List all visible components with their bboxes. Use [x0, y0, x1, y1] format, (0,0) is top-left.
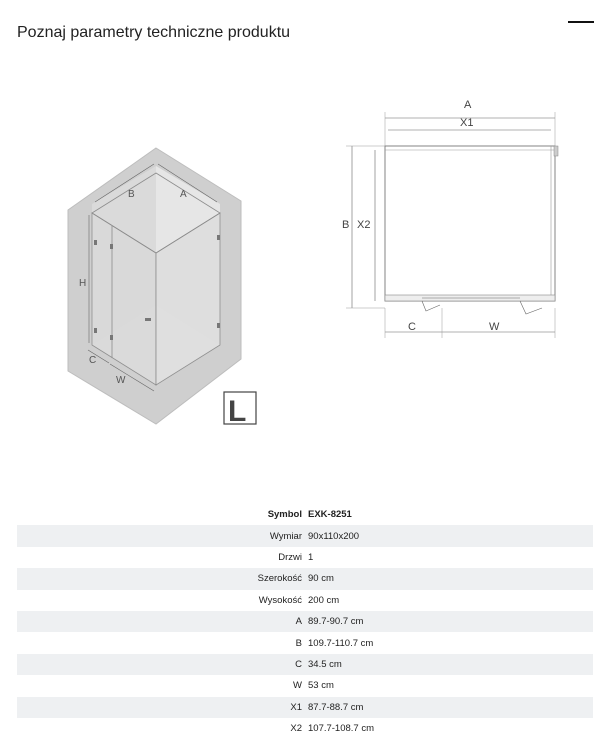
table-row — [17, 718, 593, 739]
plan-label-w: W — [489, 321, 500, 333]
spec-value: 34.5 cm — [305, 654, 593, 675]
table-row — [17, 675, 593, 696]
table-row — [17, 611, 593, 632]
spec-value: 89.7-90.7 cm — [305, 611, 593, 632]
spec-key: Wysokość — [258, 594, 302, 606]
page-title: Poznaj parametry techniczne produktu — [17, 24, 291, 41]
plan-label-c: C — [408, 321, 416, 333]
shower-plan-drawing — [330, 90, 570, 350]
spec-key: X1 — [17, 697, 305, 718]
iso-label-a: A — [180, 189, 187, 200]
iso-label-w: W — [116, 375, 126, 386]
spec-key: X2 — [290, 723, 302, 735]
table-row — [17, 547, 593, 568]
plan-label-x2: X2 — [357, 219, 371, 231]
table-row — [17, 632, 593, 653]
spec-value: 200 cm — [308, 594, 340, 606]
spec-value: 53 cm — [308, 680, 334, 692]
table-row — [17, 697, 593, 718]
shower-isometric-drawing — [60, 140, 260, 425]
spec-key: W — [293, 680, 302, 692]
spec-key: Szerokość — [17, 568, 305, 589]
spec-value: 109.7-110.7 cm — [308, 637, 374, 649]
menu-icon[interactable] — [568, 21, 594, 23]
spec-value: 90x110x200 — [305, 525, 593, 546]
table-row — [17, 525, 593, 546]
spec-key: B — [295, 637, 302, 649]
iso-label-b: B — [128, 189, 135, 200]
spec-value: 87.7-88.7 cm — [305, 697, 593, 718]
table-row — [17, 590, 593, 611]
spec-key: Symbol — [267, 509, 302, 521]
spec-key: Wymiar — [17, 525, 305, 546]
table-row — [17, 504, 593, 525]
iso-label-h: H — [79, 278, 87, 289]
left-orientation-badge: L — [228, 395, 247, 425]
spec-key: C — [17, 654, 305, 675]
iso-label-c: C — [89, 355, 97, 366]
spec-key: A — [17, 611, 305, 632]
spec-value: 107.7-108.7 cm — [308, 723, 375, 735]
spec-value: EXK-8251 — [308, 509, 352, 521]
spec-value: 90 cm — [305, 568, 593, 589]
table-row — [17, 568, 593, 589]
spec-value: 1 — [308, 551, 314, 563]
table-row — [17, 654, 593, 675]
spec-table — [17, 504, 593, 739]
plan-label-a: A — [464, 99, 472, 111]
plan-label-x1: X1 — [460, 117, 474, 129]
spec-key: Drzwi — [278, 551, 302, 563]
plan-label-b: B — [342, 219, 350, 231]
